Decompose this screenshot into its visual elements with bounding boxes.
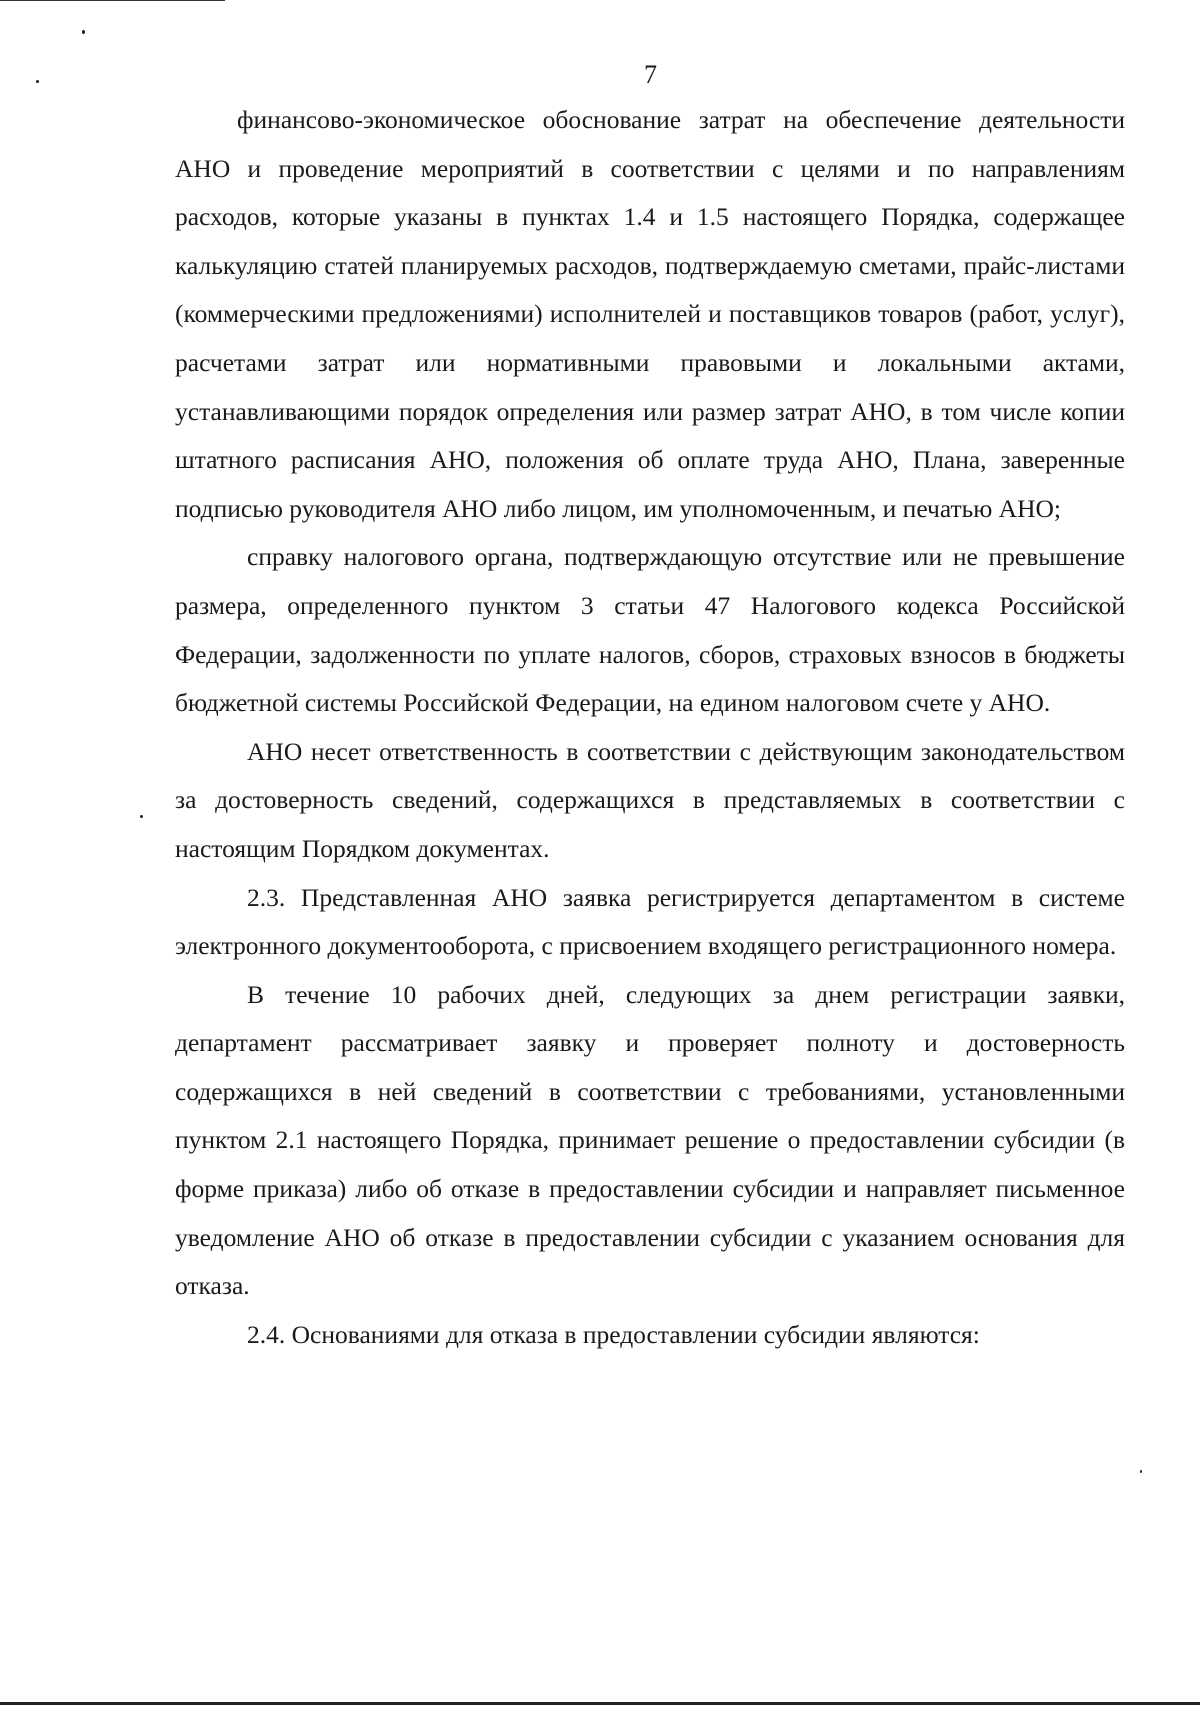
document-body [175,96,1125,1359]
page-number: 7 [644,60,657,89]
paragraph-section-2-3: 2.3. Представленная АНО заявка регистрируется департаментом в системе электронного документооборота, с присвоением входящего регистрационного номера. [175,882,1125,961]
scan-edge-bottom [0,1702,1200,1705]
paragraph-tax-certificate: справку налогового органа, подтверждающую отсутствие или не превышение размера, определенного пунктом 3 статьи 47 Налогового кодекса Российской Федерации, задолженности по уплате налогов, сборов, страховых взносов в бюджеты бюджетной системы Российской Федерации, на едином налоговом счете у АНО. [175,542,1125,718]
scan-edge-top [0,0,225,1]
paragraph-review-period: В течение 10 рабочих дней, следующих за днем регистрации заявки, департамент рассматривает заявку и проверяет полноту и достоверность содержащихся в ней сведений в соответствии с требованиями, установленными пунктом 2.1 настоящего Порядка, принимает решение о предоставлении субсидии (в форме приказа) либо об отказе в предоставлении субсидии и направляет письменное уведомление АНО об отказе в предоставлении субсидии с указанием основания для отказа. [175,979,1125,1301]
scan-speck [1140,1470,1142,1473]
paragraph-responsibility: АНО несет ответственность в соответствии с действующим законодательством за достоверность сведений, содержащихся в представляемых в соответствии с настоящим Порядком документах. [175,736,1125,863]
paragraph-section-2-4: 2.4. Основаниями для отказа в предоставлении субсидии являются: [247,1319,980,1349]
scan-speck [82,30,85,34]
paragraph-justification: финансово-экономическое обоснование затрат на обеспечение деятельности АНО и проведение мероприятий в соответствии с целями и по направлениям расходов, которые указаны в пунктах 1.4 и 1.5 настоящего Порядка, содержащее калькуляцию статей планируемых расходов, подтверждаемую сметами, прайс-листами (коммерческими предложениями) исполнителей и поставщиков товаров (работ, услуг), расчетами затрат или нормативными правовыми и локальными актами, устанавливающими порядок определения или размер затрат АНО, в том числе копии штатного расписания АНО, положения об оплате труда АНО, Плана, заверенные подписью руководителя АНО либо лицом, им уполномоченным, и печатью АНО; [175,105,1125,523]
scan-speck [140,815,143,818]
